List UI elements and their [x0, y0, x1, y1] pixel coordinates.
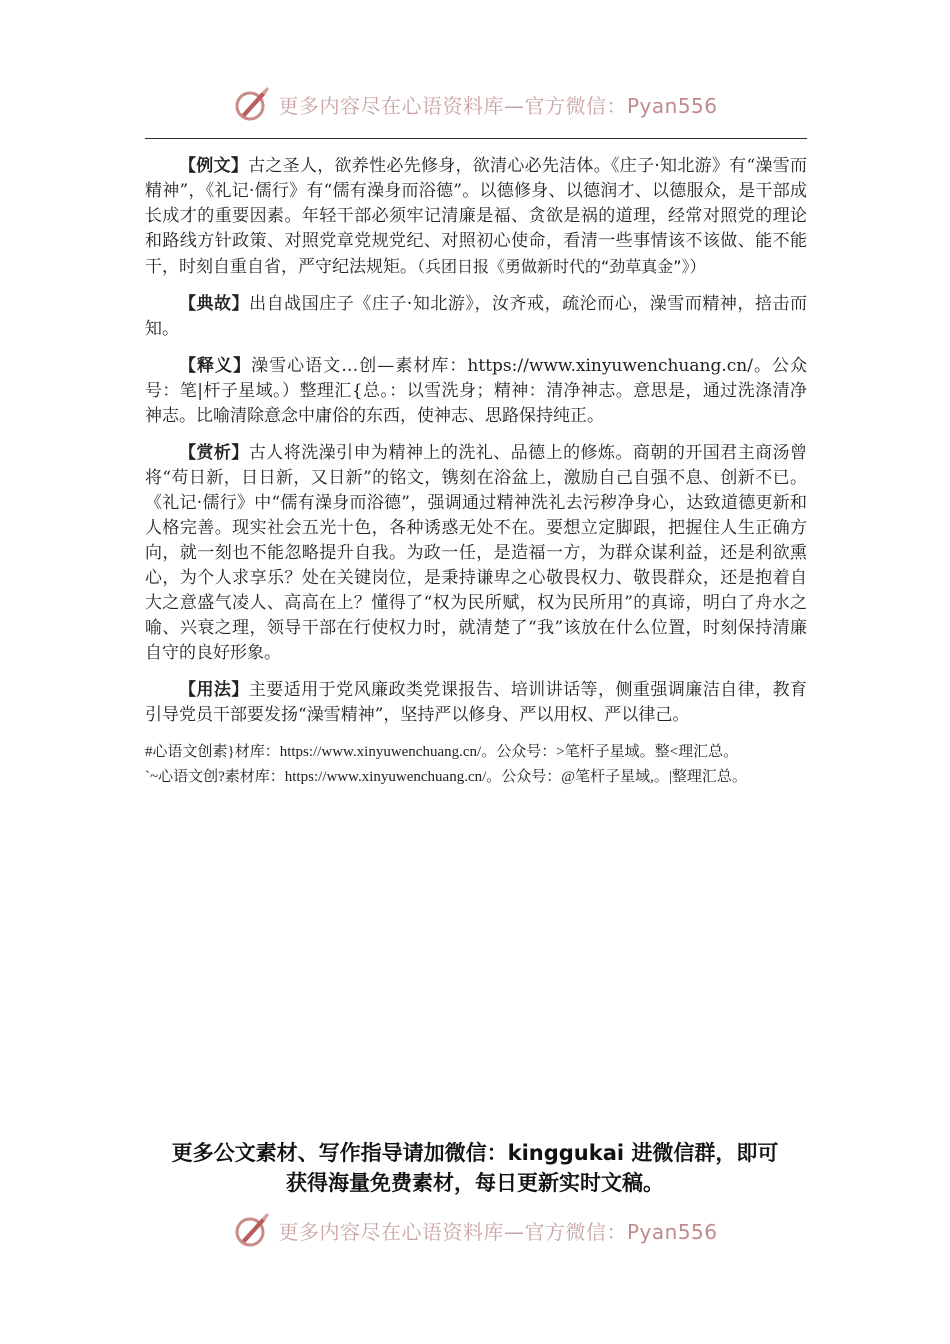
example-text: 古之圣人，欲养性必先修身，欲清心必先洁体。《庄子·知北游》有“澡雪而精神”，《礼记·儒行》有“儒有澡身而浴德”。以德修身、以德润才、以德服众，是干部成长成才的重要因素。年轻干部必须牢记清廉是福、贪欲是祸的道理，经常对照党的理论和路线方针政策、对照党章党规党纪、对照初心使命，看清一些事情该不该做、能不能干，时刻自重自省，严守纪法规矩。 — [145, 156, 807, 277]
meaning-paragraph — [145, 354, 807, 429]
promo-block — [0, 1138, 950, 1198]
header-brand-text: 更多内容尽在心语资料库—官方微信：Pyan556 — [278, 93, 718, 118]
promo-line-1: 更多公文素材、写作指导请加微信：kinggukai 进微信群，即可 — [171, 1141, 779, 1165]
example-source: （兵团日报《勇做新时代的“劲草真金”》） — [417, 257, 706, 276]
analysis-paragraph — [145, 441, 807, 666]
origin-paragraph — [145, 292, 807, 342]
usage-paragraph — [145, 678, 807, 728]
promo-line-2: 获得海量免费素材，每日更新实时文稿。 — [286, 1171, 664, 1195]
brand-logo-icon — [232, 84, 272, 124]
footer-brand-text: 更多内容尽在心语资料库—官方微信：Pyan556 — [278, 1219, 718, 1244]
analysis-tag: 【赏析】 — [179, 443, 249, 463]
header-wechat-id: Pyan556 — [626, 93, 718, 118]
meaning-tag: 【释义】 — [179, 356, 252, 376]
header-brand — [0, 82, 950, 126]
example-paragraph — [145, 154, 807, 280]
footer-wechat-id: Pyan556 — [626, 1219, 718, 1244]
analysis-text: 古人将洗澡引申为精神上的洗礼、品德上的修炼。商朝的开国君主商汤曾将“苟日新，日日新，又日新”的铭文，镌刻在浴盆上，激励自己自强不息、创新不已。《礼记·儒行》中“儒有澡身而浴德”，强调通过精神洗礼去污秽净身心，达致道德更新和人格完善。现实社会五光十色，各种诱惑无处不在。要想立定脚跟，把握住人生正确方向，就一刻也不能忽略提升自我。为政一任，是造福一方，为群众谋利益，还是利欲熏心，为个人求享乐？处在关键岗位，是秉持谦卑之心敬畏权力、敬畏群众，还是抱着自大之意盛气凌人、高高在上？懂得了“权为民所赋，权为民所用”的真谛，明白了舟水之喻、兴衰之理，领导干部在行使权力时，就清楚了“我”该放在什么位置，时刻保持清廉自守的良好形象。 — [145, 443, 808, 663]
usage-text: 主要适用于党风廉政类党课报告、培训讲话等，侧重强调廉洁自律，教育引导党员干部要发扬“澡雪精神”，坚持严以修身、严以用权、严以律己。 — [145, 680, 808, 725]
origin-tag: 【典故】 — [179, 294, 250, 314]
meaning-text: 澡雪心语文…创—素材库：https://www.xinyuwenchuang.cn/。公众号：笔|杆子星域。）整理汇{总。：以雪洗身；精神：清净神志。意思是，通过洗涤清净神志。比喻清除意念中庸俗的东西，使神志、思路保持纯正。 — [145, 356, 808, 426]
watermark-line-2: `~心语文创?素材库：https://www.xinyuwenchuang.cn/。公众号：@笔杆子星域,。|整理汇总。 — [145, 769, 747, 785]
header-divider — [145, 138, 807, 139]
watermark-line-1: #心语文创素}材库：https://www.xinyuwenchuang.cn/。公众号：>笔杆子星域。整<理汇总。 — [145, 744, 739, 760]
article-body — [145, 154, 807, 790]
origin-text: 出自战国庄子《庄子·知北游》，汝齐戒，疏沦而心，澡雪而精神，掊击而知。 — [145, 294, 807, 339]
example-tag: 【例文】 — [179, 156, 249, 176]
footer-brand — [0, 1208, 950, 1252]
usage-tag: 【用法】 — [179, 680, 249, 700]
brand-logo-icon — [232, 1210, 272, 1250]
